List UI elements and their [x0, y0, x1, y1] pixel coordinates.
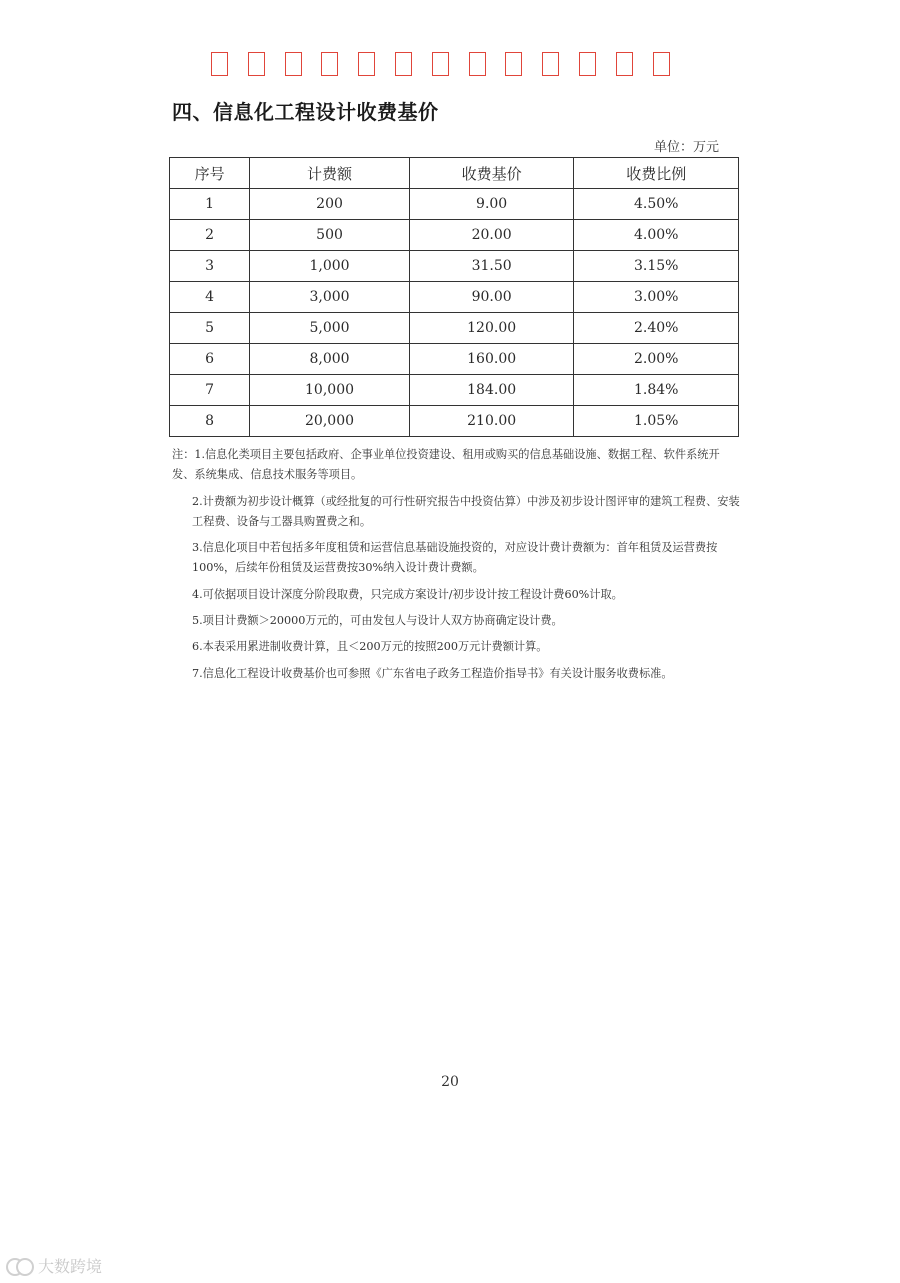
note-item: 注：1.信息化类项目主要包括政府、企事业单位投资建设、租用或购买的信息基础设施、数据工程、软件系统开发、系统集成、信息技术服务等项目。: [172, 448, 720, 482]
cell-fee-base: 10,000: [250, 375, 410, 406]
cell-fee-base: 5,000: [250, 313, 410, 344]
cell-rate: 1.84%: [574, 375, 739, 406]
watermark: [6, 1254, 102, 1277]
notes-section: [172, 445, 742, 690]
cell-index: 4: [170, 282, 250, 313]
cell-index: 1: [170, 189, 250, 220]
table-row: [170, 375, 739, 406]
table-header-row: [170, 158, 739, 189]
table-row: [170, 189, 739, 220]
table-row: [170, 406, 739, 437]
red-box: [579, 52, 596, 76]
cell-index: 8: [170, 406, 250, 437]
note-item: 2.计费额为初步设计概算（或经批复的可行性研究报告中投资估算）中涉及初步设计图评审的建筑工程费、安装工程费、设备与工器具购置费之和。: [192, 494, 740, 528]
header-index: 序号: [170, 158, 250, 189]
table-row: [170, 313, 739, 344]
cell-rate: 4.50%: [574, 189, 739, 220]
cell-base-price: 9.00: [409, 189, 574, 220]
unit-label: 单位：万元: [653, 140, 719, 155]
header-fee-base: 计费额: [250, 158, 410, 189]
cell-fee-base: 500: [250, 220, 410, 251]
cell-fee-base: 200: [250, 189, 410, 220]
red-box: [285, 52, 302, 76]
note-item: 3.信息化项目中若包括多年度租赁和运营信息基础设施投资的，对应设计费计费额为：首年租赁及运营费按100%，后续年份租赁及运营费按30%纳入设计费计费额。: [192, 541, 718, 575]
red-box: [432, 52, 449, 76]
cell-rate: 3.15%: [574, 251, 739, 282]
table-body: [170, 189, 739, 437]
fee-table: [169, 157, 739, 437]
red-box: [505, 52, 522, 76]
cell-rate: 3.00%: [574, 282, 739, 313]
red-box: [616, 52, 633, 76]
header-rate: 收费比例: [574, 158, 739, 189]
cell-index: 6: [170, 344, 250, 375]
table-row: [170, 251, 739, 282]
cell-base-price: 120.00: [409, 313, 574, 344]
note-item: 4.可依据项目设计深度分阶段取费，只完成方案设计/初步设计按工程设计费60%计取。: [192, 587, 623, 601]
section-title: 四、信息化工程设计收费基价: [172, 100, 439, 124]
cell-rate: 2.40%: [574, 313, 739, 344]
red-box-row: [211, 52, 689, 80]
page-number: 20: [441, 1074, 459, 1090]
red-box: [542, 52, 559, 76]
watermark-text: 大数跨境: [38, 1257, 103, 1276]
red-box: [395, 52, 412, 76]
cell-fee-base: 3,000: [250, 282, 410, 313]
red-box: [358, 52, 375, 76]
note-item: 6.本表采用累进制收费计算，且＜200万元的按照200万元计费额计算。: [192, 640, 548, 654]
cell-base-price: 160.00: [409, 344, 574, 375]
cell-index: 2: [170, 220, 250, 251]
cell-rate: 4.00%: [574, 220, 739, 251]
red-box: [211, 52, 228, 76]
header-base-price: 收费基价: [409, 158, 574, 189]
cell-rate: 2.00%: [574, 344, 739, 375]
cell-base-price: 184.00: [409, 375, 574, 406]
note-item: 5.项目计费额＞20000万元的，可由发包人与设计人双方协商确定设计费。: [192, 614, 563, 628]
cell-fee-base: 1,000: [250, 251, 410, 282]
cell-index: 3: [170, 251, 250, 282]
cell-fee-base: 20,000: [250, 406, 410, 437]
cell-rate: 1.05%: [574, 406, 739, 437]
cell-base-price: 20.00: [409, 220, 574, 251]
red-box: [321, 52, 338, 76]
cell-base-price: 31.50: [409, 251, 574, 282]
red-box: [653, 52, 670, 76]
cell-index: 7: [170, 375, 250, 406]
cell-base-price: 90.00: [409, 282, 574, 313]
brand-logo-icon: [6, 1256, 34, 1276]
red-box: [248, 52, 265, 76]
cell-base-price: 210.00: [409, 406, 574, 437]
table-row: [170, 344, 739, 375]
red-box: [469, 52, 486, 76]
table-row: [170, 220, 739, 251]
cell-fee-base: 8,000: [250, 344, 410, 375]
table-row: [170, 282, 739, 313]
note-item: 7.信息化工程设计收费基价也可参照《广东省电子政务工程造价指导书》有关设计服务收费标准。: [192, 666, 673, 680]
cell-index: 5: [170, 313, 250, 344]
